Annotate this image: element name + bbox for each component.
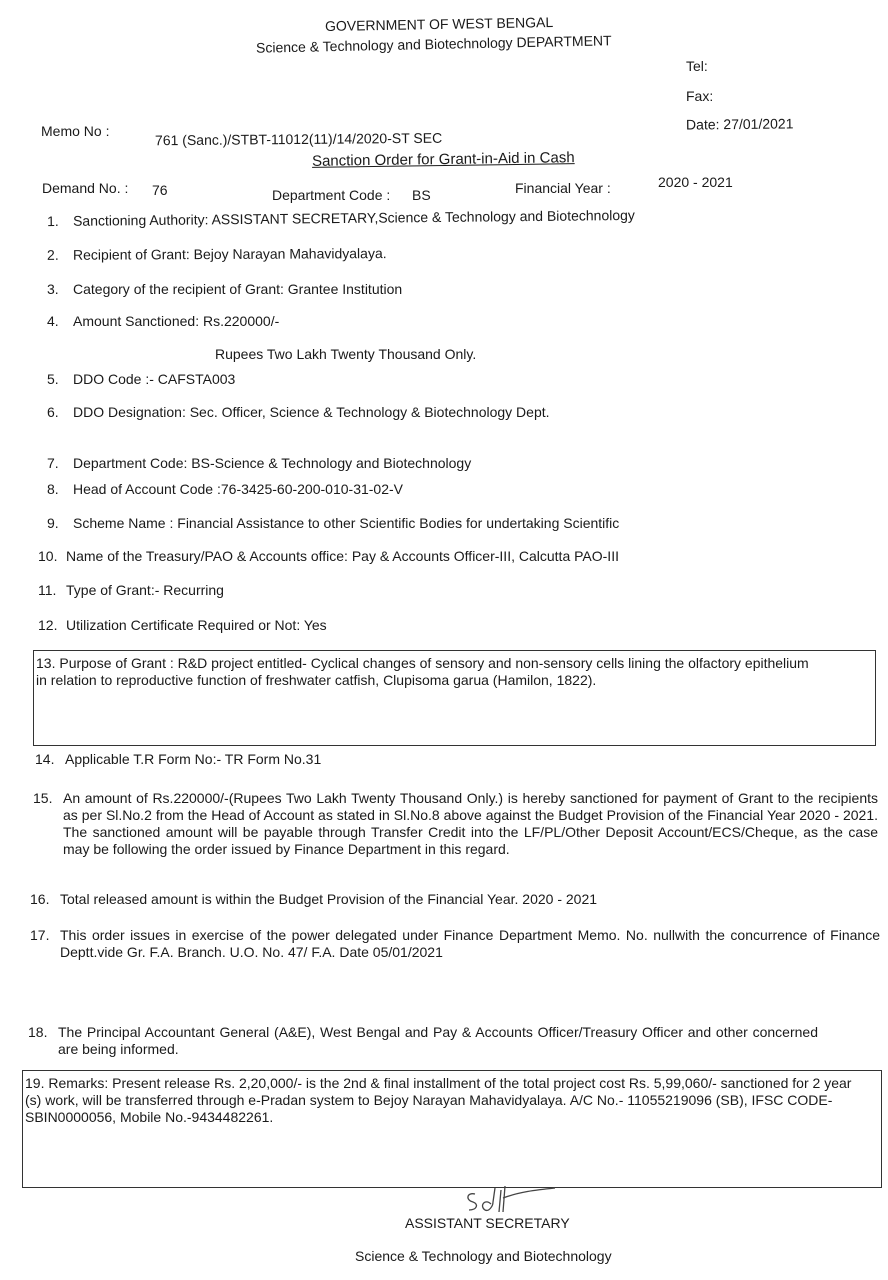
financial-year-label: Financial Year : bbox=[515, 180, 611, 196]
purpose-text: 13. Purpose of Grant : R&D project entitled- Cyclical changes of sensory and non-sensory cells lining the olfactory epithelium in relation to reproductive function of freshwater catfish, Clupisoma garua (Hamilon, 1822). bbox=[36, 655, 809, 688]
department-code-label: Department Code : bbox=[272, 187, 391, 203]
department-code-value: BS bbox=[412, 187, 431, 203]
item-number: 2. bbox=[46, 246, 59, 263]
date-label: Date: bbox=[685, 116, 720, 133]
date-line bbox=[686, 115, 794, 132]
item-number: 17. bbox=[30, 927, 50, 943]
item-number: 14. bbox=[35, 751, 55, 767]
demand-value: 76 bbox=[152, 182, 168, 198]
item-2 bbox=[47, 245, 387, 263]
remarks-box bbox=[22, 1070, 882, 1188]
item-text: Amount Sanctioned: Rs.220000/- bbox=[73, 313, 280, 329]
fax-label: Fax: bbox=[686, 88, 714, 104]
item-text: DDO Designation: Sec. Officer, Science & Technology & Biotechnology Dept. bbox=[73, 404, 550, 420]
memo-label: Memo No : bbox=[41, 123, 110, 139]
item-4 bbox=[47, 313, 279, 329]
item-text: Category of the recipient of Grant: Grantee Institution bbox=[73, 281, 403, 297]
item-1 bbox=[47, 207, 635, 229]
item-7 bbox=[47, 455, 471, 471]
signatory-department: Science & Technology and Biotechnology bbox=[355, 1248, 612, 1264]
item-text: Utilization Certificate Required or Not: Yes bbox=[66, 617, 327, 633]
item-11 bbox=[38, 582, 224, 598]
item-number: 1. bbox=[46, 212, 59, 230]
item-9 bbox=[47, 515, 619, 531]
item-text: Total released amount is within the Budget Provision of the Financial Year. 2020 - 2021 bbox=[60, 891, 598, 907]
remarks-text: 19. Remarks: Present release Rs. 2,20,000/- is the 2nd & final installment of the total project cost Rs. 5,99,060/- sanctioned for 2 year (s) work, will be transferred through e-Pradan system to Bejoy Narayan Mahavidyalaya. A/C No.- 11055219096 (SB), IFSC CODE-SBIN0000056, Mobile No.-9434482261. bbox=[25, 1075, 852, 1125]
item-18 bbox=[28, 1024, 828, 1060]
document-title: Sanction Order for Grant-in-Aid in Cash bbox=[311, 149, 575, 170]
financial-year-value: 2020 - 2021 bbox=[658, 174, 733, 190]
item-number: 11. bbox=[38, 582, 57, 598]
item-6 bbox=[47, 404, 550, 420]
item-text: Scheme Name : Financial Assistance to other Scientific Bodies for undertaking Scientific bbox=[73, 515, 620, 531]
item-number: 6. bbox=[47, 404, 59, 420]
item-text: An amount of Rs.220000/-(Rupees Two Lakh Twenty Thousand Only.) is hereby sanctioned for payment of Grant to the recipients as per Sl.No.2 from the Head of Account as stated in Sl.No.8 above against the Budget Provision of the Financial Year 2020 - 2021. The sanctioned amount will be payable through Transfer Credit into the LF/PL/Other Deposit Account/ECS/Cheque, as the case may be following the order issued by Finance Department in this regard. bbox=[63, 790, 878, 857]
item-number: 15. bbox=[33, 790, 53, 806]
item-text: Name of the Treasury/PAO & Accounts office: Pay & Accounts Officer-III, Calcutta PAO-III bbox=[66, 548, 619, 564]
signatory-designation: ASSISTANT SECRETARY bbox=[405, 1215, 570, 1231]
item-number: 7. bbox=[47, 455, 59, 471]
memo-number: 761 (Sanc.)/STBT-11012(11)/14/2020-ST SEC bbox=[154, 129, 443, 149]
item-number: 16. bbox=[30, 891, 50, 907]
item-text: This order issues in exercise of the power delegated under Finance Department Memo. No. nullwith the concurrence of Finance Deptt.vide Gr. F.A. Branch. U.O. No. 47/ F.A. Date 05/01/2021 bbox=[60, 927, 880, 960]
item-number: 8. bbox=[47, 481, 59, 497]
item-number: 9. bbox=[47, 515, 59, 531]
item-16 bbox=[30, 891, 597, 907]
department-title: Science & Technology and Biotechnology DEPARTMENT bbox=[255, 32, 612, 56]
item-number: 4. bbox=[47, 313, 59, 329]
tel-label: Tel: bbox=[686, 58, 708, 74]
item-14 bbox=[35, 751, 321, 767]
item-text: DDO Code :- CAFSTA003 bbox=[73, 371, 236, 387]
purpose-box bbox=[33, 650, 876, 746]
item-10 bbox=[38, 548, 619, 564]
item-text: Sanctioning Authority: ASSISTANT SECRETARY,Science & Technology and Biotechnology bbox=[72, 206, 635, 229]
date-value: 27/01/2021 bbox=[723, 115, 794, 133]
item-15 bbox=[33, 790, 878, 862]
item-number: 12. bbox=[38, 617, 58, 633]
item-text: The Principal Accountant General (A&E), West Bengal and Pay & Accounts Officer/Treasury Officer and other concerned are being informed. bbox=[58, 1024, 818, 1057]
item-3 bbox=[47, 281, 402, 297]
item-text: Type of Grant:- Recurring bbox=[66, 582, 224, 598]
item-number: 5. bbox=[47, 371, 59, 387]
item-text: Head of Account Code :76-3425-60-200-010-31-02-V bbox=[73, 481, 403, 497]
demand-label: Demand No. : bbox=[42, 180, 129, 196]
item-12 bbox=[38, 617, 327, 633]
item-text: Recipient of Grant: Bejoy Narayan Mahavidyalaya. bbox=[72, 245, 387, 263]
item-17 bbox=[30, 927, 880, 963]
item-text: Applicable T.R Form No:- TR Form No.31 bbox=[65, 751, 322, 767]
item-text: Department Code: BS-Science & Technology and Biotechnology bbox=[73, 455, 472, 471]
govt-title: GOVERNMENT OF WEST BENGAL bbox=[324, 14, 554, 34]
amount-in-words: Rupees Two Lakh Twenty Thousand Only. bbox=[215, 346, 477, 362]
item-8 bbox=[47, 481, 403, 497]
item-number: 3. bbox=[47, 281, 59, 297]
signature-mark bbox=[463, 1184, 563, 1219]
signature-scribble bbox=[463, 1184, 563, 1216]
item-number: 18. bbox=[28, 1024, 48, 1040]
item-5 bbox=[47, 371, 235, 387]
item-number: 10. bbox=[38, 548, 58, 564]
